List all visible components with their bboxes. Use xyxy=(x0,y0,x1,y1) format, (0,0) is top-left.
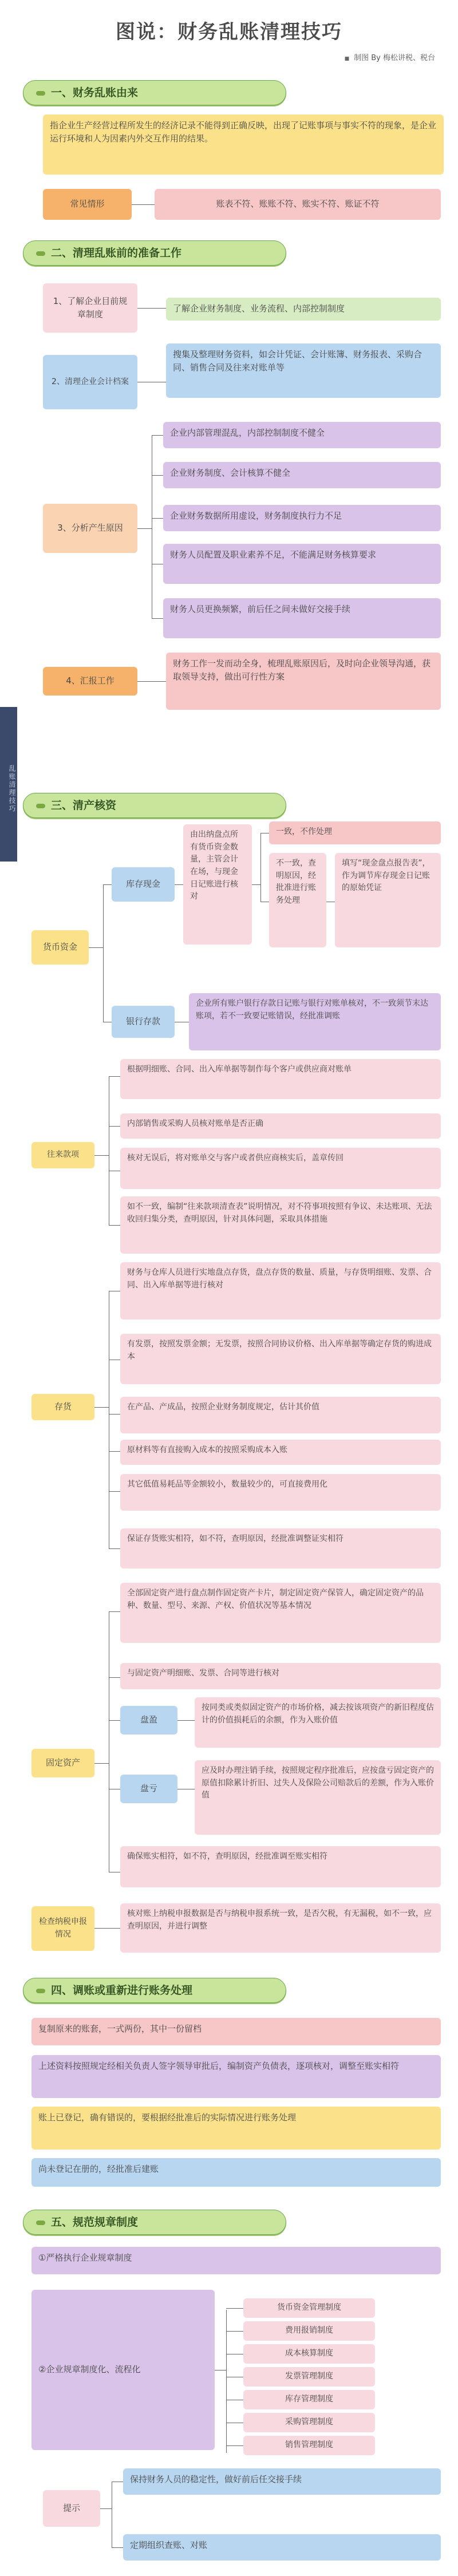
s3-wl-1: 根据明细账、合同、出入库单据等制作每个客户或供应商对账单 xyxy=(120,1059,441,1099)
s2-node-2: 2、清理企业会计档案 xyxy=(43,355,137,409)
connector xyxy=(109,1720,120,1721)
s3-cash-1-a: 由出纳盘点所有货币资金数量，主管会计在场，与现金日记账进行核对 xyxy=(183,824,252,945)
s3-wl-2: 内部销售或采购人员核对账单是否正确 xyxy=(120,1113,441,1139)
section-2-title: 二、清理乱账前的准备工作 xyxy=(51,247,182,259)
connector xyxy=(177,1720,195,1721)
section-1-head xyxy=(23,80,286,105)
section-marker-icon xyxy=(36,251,45,256)
connector xyxy=(226,2331,243,2332)
s4-d: 尚未登记在册的，经批准后建账 xyxy=(31,2158,441,2187)
connector xyxy=(152,618,163,619)
section-5-title: 五、规范规章制度 xyxy=(51,2216,139,2229)
section-4-title: 四、调账或重新进行账务处理 xyxy=(51,1984,193,1997)
s5-item: 成本核算制度 xyxy=(243,2344,375,2364)
connector xyxy=(103,884,112,885)
section-marker-icon xyxy=(36,1989,45,1993)
s3-ch-6: 保证存货账实相符，如不符，查明原因，经批准调整证实相符 xyxy=(120,1528,441,1568)
s3-ch-5: 其它低值易耗品等金额较小，数量较少的，可直接费用化 xyxy=(120,1474,441,1511)
side-tab: 乱账清理技巧 xyxy=(0,707,17,862)
s3-cash-2: 银行存款 xyxy=(112,1006,175,1038)
s3-cash-1: 库存现金 xyxy=(112,867,175,902)
s3-cash-1-d: 填写“现金盘点报告表”，作为调节库存现金日记账的原始凭证 xyxy=(335,853,441,947)
s1-cases: 账表不符、账账不符、账实不符、账证不符 xyxy=(155,189,441,220)
section-1-title: 一、财务乱账由来 xyxy=(51,86,139,99)
s2-node-1-detail: 了解企业财务制度、业务流程、内部控制制度 xyxy=(166,298,441,321)
author-credit: ■ 制图 By 梅松讲税、税台 xyxy=(345,53,435,64)
section-marker-icon xyxy=(36,2221,45,2225)
connector xyxy=(109,1451,120,1452)
s3-ch-3: 在产品、产成品，按照企业财务制度规定，估计其价值 xyxy=(120,1397,441,1433)
s3-wl-4: 如不一致，编制“往来款项清查表”说明情况，对不符事项按照有争议、未达账项、无法收回归集分类，查明原因，针对具体问题，采取具体措施 xyxy=(120,1196,441,1254)
connector xyxy=(94,1155,109,1156)
s2-node-1: 1、了解企业目前规章制度 xyxy=(43,283,137,333)
s4-b: 上述资料按照规定经相关负责人签字领导审批后，编制资产负债表，逐项核对，调整至账实相符 xyxy=(31,2055,441,2098)
s3-cash: 货币资金 xyxy=(31,930,89,965)
connector xyxy=(252,884,260,885)
s3-cash-2-a: 企业所有账户银行存款日记账与银行对账单核对，不一致须节末达账项，若不一致要记账错误，经批准调账 xyxy=(189,993,441,1050)
s4-c: 账上已登记，确有错误的，要根据经批准后的实际情况进行账务处理 xyxy=(31,2107,441,2150)
connector xyxy=(109,1677,120,1678)
s1-description: 指企业生产经营过程所发生的经济记录不能得到正确反映，出现了记账事项与事实不符的现象，是企业运行环境和人为因素内外交互作用的结果。 xyxy=(43,114,444,175)
s5-item: 发票管理制度 xyxy=(243,2367,375,2387)
page-title: 图说：财务乱账清理技巧 xyxy=(116,21,342,44)
s3-ch-2: 有发票，按照发票金额；无发票，按照合同协议价格、出入库单据等确定存货的购进成本 xyxy=(120,1334,441,1384)
connector xyxy=(94,1407,109,1408)
s3-fa-4: 盘亏 xyxy=(120,1775,177,1803)
section-2-head xyxy=(23,240,286,266)
s3-fa-4-a: 应及时办理注销手续，按照规定程序批准后，应按盘亏固定资产的原值扣除累计折旧、过失人及保险公司赔款后的差额，作为入账价值 xyxy=(195,1760,441,1835)
connector xyxy=(94,1928,120,1929)
connector xyxy=(260,833,261,902)
s3-fa-2: 与固定资产明细账、发票、合同等进行核对 xyxy=(120,1663,441,1689)
s5-item: 采购管理制度 xyxy=(243,2413,375,2432)
connector xyxy=(109,1076,120,1077)
s5-tip: 提示 xyxy=(43,2490,100,2527)
s5-item: 费用报销制度 xyxy=(243,2321,375,2341)
connector xyxy=(137,308,166,309)
connector xyxy=(226,2308,243,2309)
section-marker-icon xyxy=(36,91,45,96)
s2-node-2-detail: 搜集及整理财务资料，如会计凭证、会计账簿、财务报表、采购合同、销售合同及往来对账单等 xyxy=(166,343,441,398)
connector xyxy=(137,681,166,682)
s2-node-4: 4、汇报工作 xyxy=(43,667,137,696)
s2-cause-1: 企业内部管理混乱，内部控制制度不健全 xyxy=(163,422,441,448)
s2-cause-5: 财务人员更换频繁，前后任之间未做好交接手续 xyxy=(163,598,441,638)
connector xyxy=(103,884,104,1022)
s2-node-4-detail: 财务工作一发而动全身，梳理乱账原因后，及时向企业领导沟通，获取领导支持，做出可行性方案 xyxy=(166,653,441,710)
section-3-head xyxy=(23,793,286,818)
s2-node-3: 3、分析产生原因 xyxy=(43,504,137,553)
s3-fa: 固定资产 xyxy=(31,1749,94,1777)
s5-node-2-label: ②企业规章制度化、流程化 xyxy=(38,2364,141,2375)
s3-tax-detail: 核对账上纳税申报数据是否与纳税申报系统一致，是否欠税，有无漏税，如不一致，应查明原因，并进行调整 xyxy=(120,1903,441,1953)
connector xyxy=(109,1491,120,1492)
s3-ch-1: 财务与仓库人员进行实地盘点存货，盘点存货的数量、质量，与存货明细账、发票、合同、出入库单据等进行核对 xyxy=(120,1262,441,1319)
connector xyxy=(100,2508,112,2509)
s2-cause-3: 企业财务数据所用虚设，财务制度执行力不足 xyxy=(163,505,441,531)
connector xyxy=(109,1611,120,1612)
connector xyxy=(109,1225,120,1226)
connector xyxy=(137,528,152,529)
s3-fa-1: 全部固定资产进行盘点制作固定资产卡片，制定固定资产保管人，确定固定资产的品种、数量、型号、来源、产权、价值状况等基本情况 xyxy=(120,1583,441,1643)
s5-item: 货币资金管理制度 xyxy=(243,2298,375,2318)
connector xyxy=(152,518,163,519)
connector xyxy=(112,2547,123,2548)
connector xyxy=(109,1126,120,1127)
section-4-head xyxy=(23,1978,286,2003)
s3-fa-3: 盘盈 xyxy=(120,1706,177,1735)
section-marker-icon xyxy=(36,804,45,808)
s5-item: 库存管理制度 xyxy=(243,2390,375,2409)
section-3-title: 三、清产核资 xyxy=(51,799,117,812)
section-5-head xyxy=(23,2210,286,2235)
s3-tax: 检查纳税申报情况 xyxy=(31,1906,94,1951)
connector xyxy=(109,1548,120,1549)
s4-a: 复制原来的账套，一式两份，其中一份留档 xyxy=(31,2018,441,2045)
connector xyxy=(94,1763,109,1764)
s5-item: 销售管理制度 xyxy=(243,2436,375,2455)
s3-fa-5: 确保账实相符，如不符，查明原因，经批准调至账实相符 xyxy=(120,1846,441,1887)
s3-wl: 往来款项 xyxy=(31,1142,94,1168)
s1-label: 常见情形 xyxy=(43,189,132,220)
s3-cash-1-b: 一致，不作处理 xyxy=(269,821,441,844)
s3-cash-1-c: 不一致，查明原因，经批准进行账务处理 xyxy=(269,853,326,947)
s5-node-2 xyxy=(31,2290,215,2450)
s2-cause-4: 财务人员配置及职业素养不足，不能满足财务核算要求 xyxy=(163,544,441,584)
connector xyxy=(152,435,163,436)
connector xyxy=(109,1414,120,1415)
s5-tip-1: 保持财务人员的稳定性，做好前后任交接手续 xyxy=(123,2468,441,2495)
s3-wl-3: 核对无误后，将对账单交与客户或者供应商核实后，盖章传回 xyxy=(120,1148,441,1189)
s2-cause-2: 企业财务制度、会计核算不健全 xyxy=(163,462,441,488)
s5-node-1: ①严格执行企业规章制度 xyxy=(31,2247,441,2274)
connector xyxy=(89,947,103,948)
title-bar xyxy=(0,0,458,80)
s5-tip-2: 定期组织查账、对账 xyxy=(123,2534,441,2561)
s3-ch: 存货 xyxy=(31,1394,94,1420)
connector xyxy=(175,884,183,885)
connector xyxy=(152,475,163,476)
connector xyxy=(226,2445,243,2446)
s3-fa-3-a: 按同类或类似固定资产的市场价格，减去按该项资产的新旧程度估计的价值损耗后的余额，作为入账价值 xyxy=(195,1697,441,1748)
connector xyxy=(132,204,155,205)
s3-ch-4: 原材料等有直接购入成本的按照采购成本入账 xyxy=(120,1440,441,1465)
